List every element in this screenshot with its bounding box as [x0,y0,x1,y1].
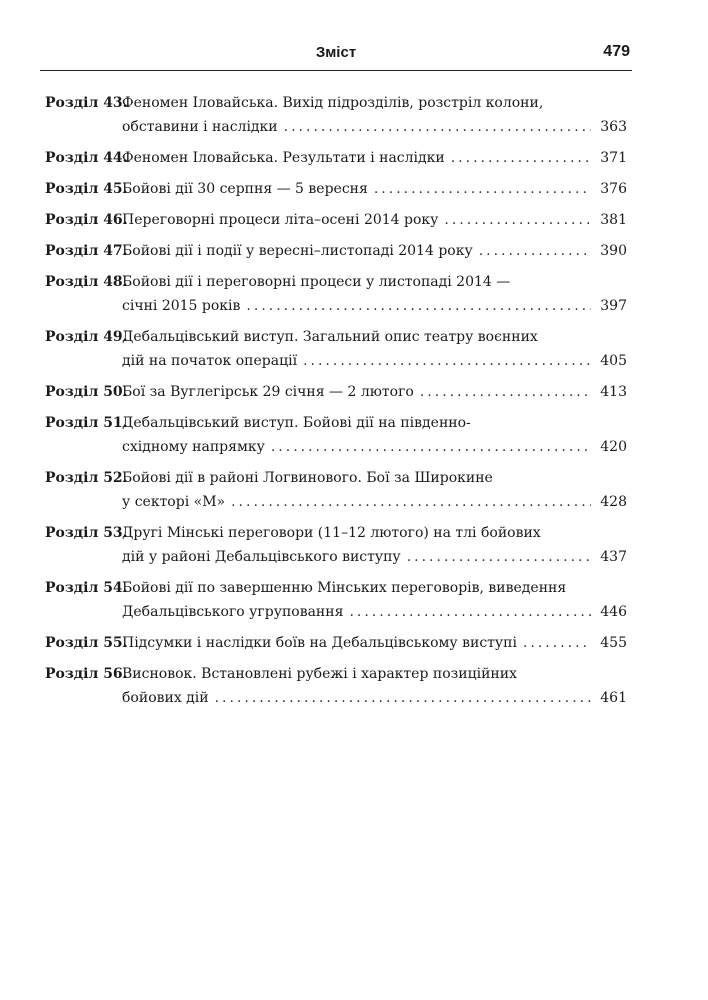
chapter-title-last-line [122,208,627,232]
dot-leader [215,686,591,710]
chapter-title-text: східному напрямку [122,439,265,455]
chapter-page-number: 437 [600,549,627,565]
chapter-title-line: Бойові дії і переговорні процеси у листопаді 2014 — [122,274,511,290]
chapter-title-last-line [122,631,627,655]
dot-leader [284,115,591,139]
chapter-title-line: Бойові дії в районі Логвинового. Бої за Широкине [122,470,493,486]
toc-entry [45,662,627,710]
chapter-page-number: 413 [600,384,627,400]
chapter-title-text: Бойові дії і події у вересні–листопаді 2014 року [122,243,473,259]
chapter-title-block [122,380,627,404]
toc-entry [45,177,627,201]
chapter-page-number: 405 [600,353,627,369]
table-of-contents [45,91,627,717]
chapter-title-block [122,466,627,514]
chapter-title-last-line [122,490,627,514]
chapter-title-block [122,576,627,624]
chapter-title-block [122,411,627,459]
dot-leader [407,545,591,569]
chapter-label: Розділ 43. [45,95,128,111]
dot-leader [231,490,591,514]
chapter-label: Розділ 56. [45,666,128,682]
chapter-title-last-line [122,146,627,170]
chapter-page-number: 381 [600,212,627,228]
chapter-title-block [122,325,627,373]
toc-entry [45,208,627,232]
chapter-page-number: 420 [600,439,627,455]
chapter-title-last-line [122,294,627,318]
chapter-title-last-line [122,545,627,569]
chapter-title-last-line [122,239,627,263]
chapter-title-last-line [122,177,627,201]
chapter-page-number: 397 [600,298,627,314]
toc-entry [45,521,627,569]
toc-entry [45,466,627,514]
dot-leader [420,380,591,404]
dot-leader [374,177,591,201]
chapter-page-number: 461 [600,690,627,706]
chapter-title-line: Феномен Іловайська. Вихід підрозділів, розстріл колони, [122,95,544,111]
chapter-title-last-line [122,600,627,624]
chapter-title-text: Переговорні процеси літа–осені 2014 року [122,212,439,228]
chapter-title-text: Підсумки і наслідки боїв на Дебальцівському виступі [122,635,517,651]
chapter-title-block [122,208,627,232]
chapter-title-line: Дебальцівський виступ. Загальний опис театру воєнних [122,329,538,345]
dot-leader [451,146,591,170]
chapter-title-last-line [122,686,627,710]
dot-leader [246,294,591,318]
chapter-title-line: Бойові дії по завершенню Мінських переговорів, виведення [122,580,567,596]
chapter-label: Розділ 47. [45,243,128,259]
chapter-label: Розділ 54. [45,580,128,596]
chapter-title-text: у секторі «М» [122,494,226,510]
dot-leader [271,435,591,459]
chapter-title-block [122,662,627,710]
chapter-label: Розділ 52. [45,470,128,486]
chapter-title-text: Дебальцівського угруповання [122,604,344,620]
dot-leader [303,349,591,373]
chapter-title-block [122,521,627,569]
chapter-page-number: 371 [600,150,627,166]
chapter-page-number: 455 [600,635,627,651]
dot-leader [349,600,591,624]
chapter-label: Розділ 53. [45,525,128,541]
toc-entry [45,239,627,263]
chapter-label: Розділ 48. [45,274,128,290]
chapter-title-block [122,146,627,170]
chapter-title-text: Бойові дії 30 серпня — 5 вересня [122,181,368,197]
chapter-title-last-line [122,380,627,404]
chapter-title-last-line [122,115,627,139]
chapter-page-number: 428 [600,494,627,510]
toc-entry [45,270,627,318]
chapter-label: Розділ 46. [45,212,128,228]
chapter-label: Розділ 51. [45,415,128,431]
toc-entry [45,631,627,655]
dot-leader [523,631,591,655]
chapter-title-block [122,270,627,318]
chapter-title-text: Бої за Вуглегірськ 29 січня — 2 лютого [122,384,414,400]
chapter-page-number: 363 [600,119,627,135]
chapter-title-last-line [122,349,627,373]
chapter-title-line: Дебальцівський виступ. Бойові дії на південно- [122,415,471,431]
chapter-title-block [122,631,627,655]
chapter-title-last-line [122,435,627,459]
page-number: 479 [603,43,630,60]
page-header [40,30,632,71]
toc-entry [45,325,627,373]
chapter-title-text: обставини і наслідки [122,119,278,135]
chapter-title-line: Висновок. Встановлені рубежі і характер позиційних [122,666,517,682]
chapter-title-block [122,177,627,201]
chapter-label: Розділ 45. [45,181,128,197]
toc-entry [45,576,627,624]
toc-entry [45,146,627,170]
chapter-title-text: дій у районі Дебальцівського виступу [122,549,401,565]
toc-entry [45,380,627,404]
chapter-page-number: 390 [600,243,627,259]
chapter-title-block [122,91,627,139]
chapter-title-line: Другі Мінські переговори (11–12 лютого) на тлі бойових [122,525,541,541]
chapter-title-text: дій на початок операції [122,353,298,369]
chapter-title-text: Феномен Іловайська. Результати і наслідки [122,150,445,166]
chapter-page-number: 376 [600,181,627,197]
chapter-title-text: січні 2015 років [122,298,241,314]
page-title: Зміст [315,44,357,61]
toc-entry [45,411,627,459]
chapter-label: Розділ 50. [45,384,128,400]
chapter-label: Розділ 44. [45,150,128,166]
dot-leader [479,239,591,263]
chapter-title-block [122,239,627,263]
chapter-label: Розділ 49. [45,329,128,345]
chapter-label: Розділ 55. [45,635,128,651]
chapter-page-number: 446 [600,604,627,620]
dot-leader [444,208,591,232]
chapter-title-text: бойових дій [122,690,209,706]
toc-entry [45,91,627,139]
